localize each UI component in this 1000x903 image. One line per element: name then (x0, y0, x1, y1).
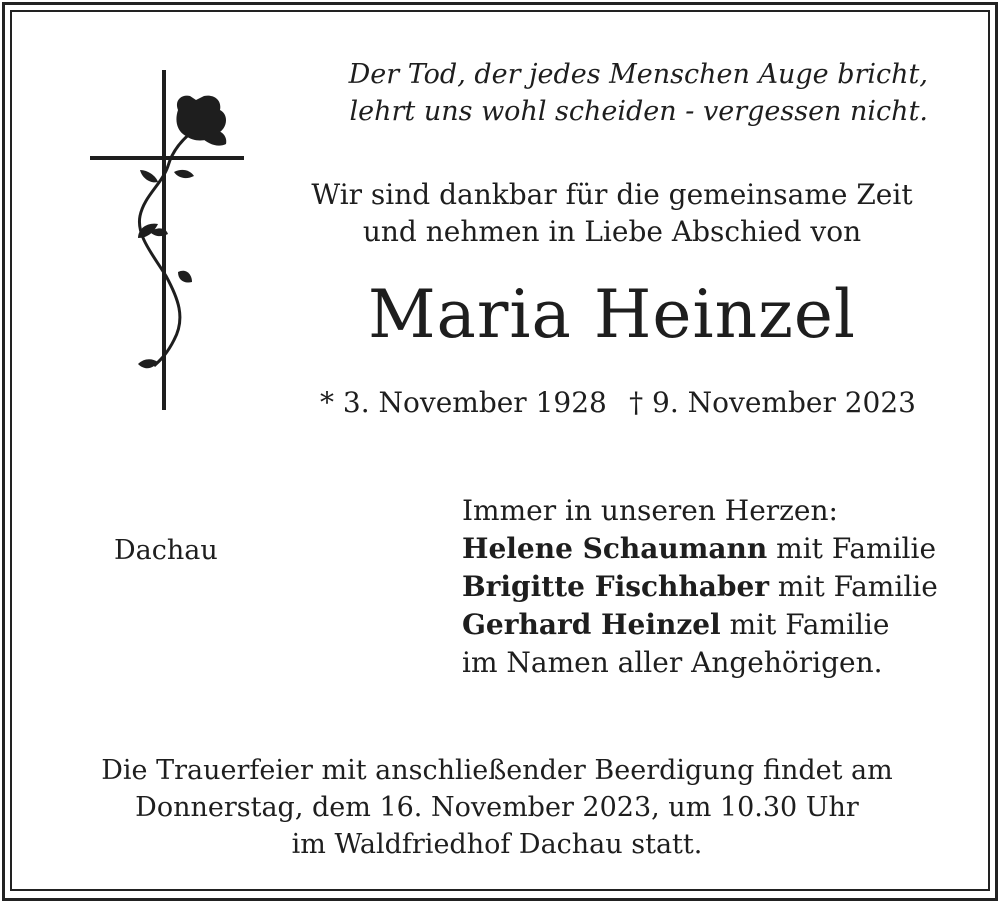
mourner-name: Helene Schaumann (462, 532, 768, 565)
quote-line-2: lehrt uns wohl scheiden - vergessen nicht. (349, 96, 928, 127)
deceased-name: Maria Heinzel (367, 276, 857, 353)
mourner-name: Gerhard Heinzel (462, 608, 721, 641)
mourner-suffix: mit Familie (769, 570, 938, 603)
death-date: † 9. November 2023 (629, 386, 916, 419)
mourners-heading: Immer in unseren Herzen: (462, 494, 838, 527)
mourner-entry (462, 606, 938, 644)
funeral-line-3: im Waldfriedhof Dachau statt. (291, 829, 703, 860)
place: Dachau (114, 535, 218, 566)
birth-date: * 3. November 1928 (320, 386, 607, 419)
funeral-notice (101, 752, 892, 863)
mourner-suffix: mit Familie (720, 608, 890, 641)
intro-line-2: und nehmen in Liebe Abschied von (362, 215, 862, 248)
mourner-entry (462, 530, 938, 568)
mourners-closing: im Namen aller Angehörigen. (462, 646, 883, 679)
intro-line-1: Wir sind dankbar für die gemeinsame Zeit (311, 178, 913, 211)
quote (349, 56, 928, 130)
funeral-line-1: Die Trauerfeier mit anschließender Beerdigung findet am (101, 755, 893, 786)
mourners-block (462, 492, 938, 682)
mourner-entry (462, 568, 938, 606)
cross-with-rose-icon (82, 66, 252, 416)
intro-text (311, 176, 912, 250)
funeral-line-2: Donnerstag, dem 16. November 2023, um 10.30 Uhr (135, 792, 859, 823)
mourner-name: Brigitte Fischhaber (462, 570, 770, 603)
mourner-suffix: mit Familie (767, 532, 937, 565)
quote-line-1: Der Tod, der jedes Menschen Auge bricht, (348, 59, 928, 90)
